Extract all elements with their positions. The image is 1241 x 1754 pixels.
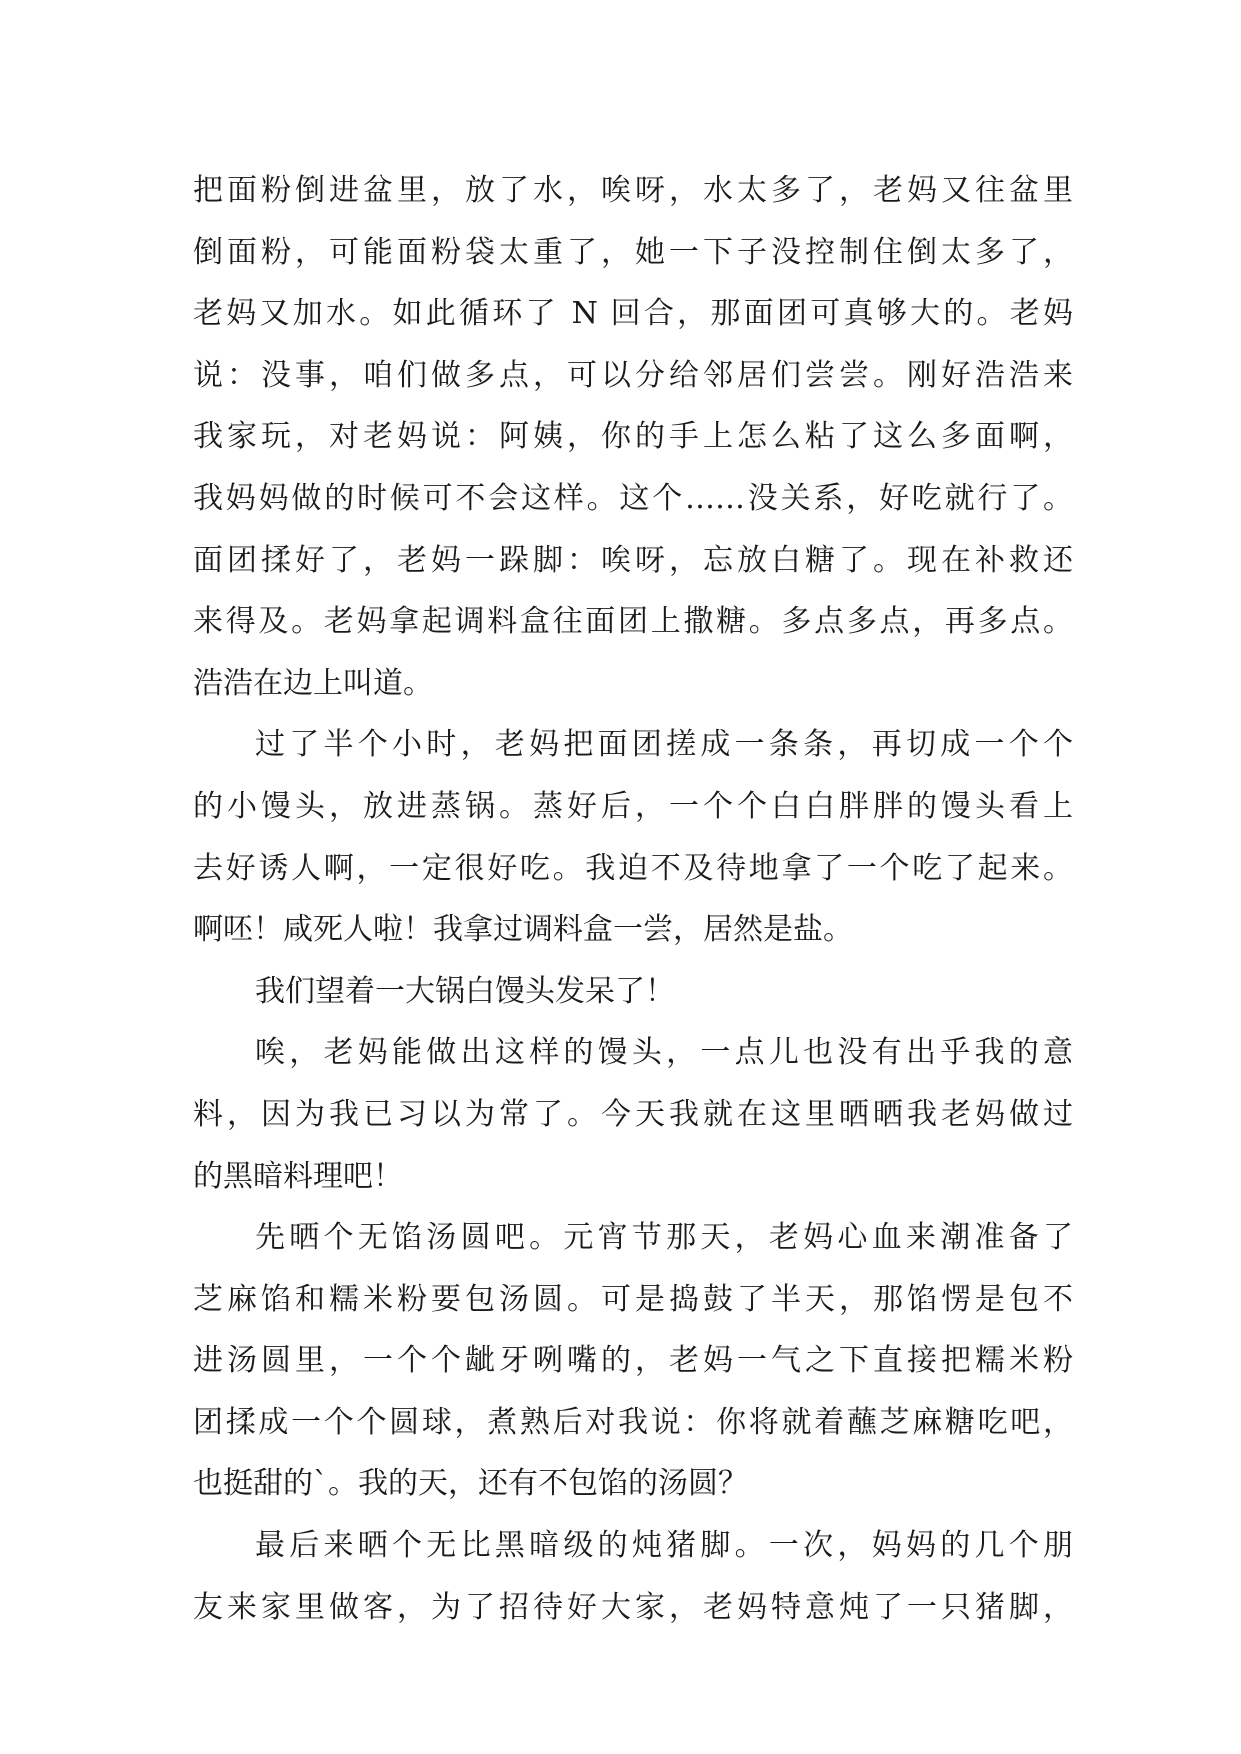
text-line: 说：没事，咱们做多点，可以分给邻居们尝尝。刚好浩浩来 <box>193 357 1073 393</box>
text-line: 友来家里做客，为了招待好大家，老妈特意炖了一只猪脚， <box>193 1589 1073 1625</box>
text-line: 料，因为我已习以为常了。今天我就在这里晒晒我老妈做过 <box>193 1096 1073 1132</box>
text-line: 把面粉倒进盆里，放了水，唉呀，水太多了，老妈又往盆里 <box>193 173 1073 208</box>
text-line: 团揉成一个个圆球，煮熟后对我说：你将就着蘸芝麻糖吃吧， <box>193 1404 1073 1440</box>
text-line: 也挺甜的`。我的天，还有不包馅的汤圆？ <box>193 1466 748 1502</box>
text-line: 进汤圆里，一个个龇牙咧嘴的，老妈一气之下直接把糯米粉 <box>193 1343 1073 1379</box>
text-line: 芝麻馅和糯米粉要包汤圆。可是捣鼓了半天，那馅愣是包不 <box>193 1281 1073 1317</box>
text-line: 我妈妈做的时候可不会这样。这个……没关系，好吃就行了。 <box>193 480 1073 516</box>
paragraph-first-line: 最后来晒个无比黑暗级的炖猪脚。一次，妈妈的几个朋 <box>255 1528 1073 1564</box>
text-line: 老妈又加水。如此循环了 N 回合，那面团可真够大的。老妈 <box>193 296 1073 332</box>
text-line: 倒面粉，可能面粉袋太重了，她一下子没控制住倒太多了， <box>193 234 1073 270</box>
paragraph-first-line: 唉，老妈能做出这样的馒头，一点儿也没有出乎我的意 <box>255 1035 1073 1071</box>
text-line: 浩浩在边上叫道。 <box>193 665 433 701</box>
text-line: 来得及。老妈拿起调料盒往面团上撒糖。多点多点，再多点。 <box>193 604 1073 640</box>
text-line: 去好诱人啊，一定很好吃。我迫不及待地拿了一个吃了起来。 <box>193 850 1073 886</box>
text-line: 的小馒头，放进蒸锅。蒸好后，一个个白白胖胖的馒头看上 <box>193 788 1073 824</box>
text-line: 我家玩，对老妈说：阿姨，你的手上怎么粘了这么多面啊， <box>193 419 1073 455</box>
paragraph-first-line: 我们望着一大锅白馒头发呆了！ <box>255 973 675 1009</box>
text-line: 面团揉好了，老妈一跺脚：唉呀，忘放白糖了。现在补救还 <box>193 542 1073 578</box>
body-text <box>193 160 1073 1638</box>
paragraph-first-line: 过了半个小时，老妈把面团搓成一条条，再切成一个个 <box>255 727 1073 763</box>
text-line: 的黑暗料理吧！ <box>193 1158 403 1194</box>
text-line: 啊呸！咸死人啦！我拿过调料盒一尝，居然是盐。 <box>193 912 853 948</box>
paragraph-first-line: 先晒个无馅汤圆吧。元宵节那天，老妈心血来潮准备了 <box>255 1220 1073 1256</box>
